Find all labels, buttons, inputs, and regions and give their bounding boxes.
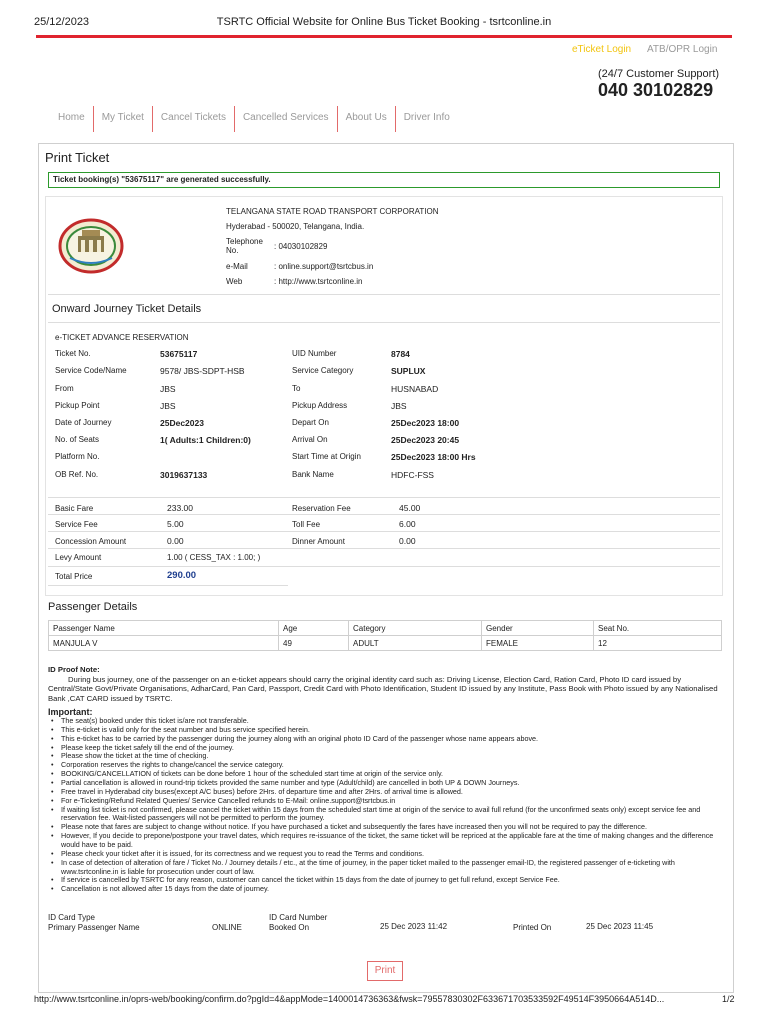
org-telephone: : 04030102829 xyxy=(274,242,328,251)
pickup-address-label: Pickup Address xyxy=(292,401,348,410)
list-item: • If waiting list ticket is not confirmed, please cancel the ticket within 15 days from the scheduled start time at origin of the service to avail full refund (for the unconfirmed seats only) except service fee and reservation fee. Wait-listed passengers will not be permitted to perform the journey. xyxy=(50,806,726,824)
depart-on-value: 25Dec2023 18:00 xyxy=(391,418,460,428)
nav-about-us[interactable]: About Us xyxy=(338,106,396,132)
toll-fee-label: Toll Fee xyxy=(292,520,321,529)
list-item: • Please note that fares are subject to change without notice. If you have purchased a ticket and subsequently the fares have increased then you will not be required to pay the difference. xyxy=(50,823,726,832)
pickup-point-label: Pickup Point xyxy=(55,401,100,410)
pickup-address-value: JBS xyxy=(391,401,407,411)
support-label: (24/7 Customer Support) xyxy=(598,68,720,80)
pickup-point-value: JBS xyxy=(160,401,176,411)
header-divider xyxy=(36,35,732,38)
platform-no-label: Platform No. xyxy=(55,452,100,461)
list-item: • This e-ticket has to be carried by the passenger during the journey along with an original photo ID Card of the passenger whose name appears above. xyxy=(50,735,726,744)
id-proof-note xyxy=(48,665,724,704)
id-card-number-label: ID Card Number xyxy=(269,913,328,922)
start-time-value: 25Dec2023 18:00 Hrs xyxy=(391,452,476,462)
primary-passenger-value: ONLINE xyxy=(212,923,242,932)
service-fee-label: Service Fee xyxy=(55,520,98,529)
nav-cancel-tickets[interactable]: Cancel Tickets xyxy=(153,106,235,132)
col-header-category: Category xyxy=(349,621,482,636)
passenger-section-title: Passenger Details xyxy=(48,601,138,613)
col-header-age: Age xyxy=(279,621,349,636)
basic-fare-label: Basic Fare xyxy=(55,504,94,513)
list-item: • This e-ticket is valid only for the seat number and bus service specified herein. xyxy=(50,726,726,735)
printed-on-value: 25 Dec 2023 11:45 xyxy=(586,922,654,931)
total-price-value: 290.00 xyxy=(167,570,197,581)
id-card-type-label: ID Card Type xyxy=(48,913,95,922)
divider xyxy=(48,497,720,498)
list-item: • If service is cancelled by TSRTC for any reason, customer can cancel the ticket within 15 days from the date of journey to get full refund, except Service Fee. xyxy=(50,876,726,885)
nav-cancelled-services[interactable]: Cancelled Services xyxy=(235,106,338,132)
service-category-value: SUPLUX xyxy=(391,366,426,376)
journey-section-title: Onward Journey Ticket Details xyxy=(52,303,202,315)
important-list xyxy=(50,717,726,894)
col-header-gender: Gender xyxy=(482,621,594,636)
depart-on-label: Depart On xyxy=(292,418,329,427)
org-web: : http://www.tsrtconline.in xyxy=(274,277,363,286)
basic-fare-value: 233.00 xyxy=(167,503,193,513)
table-header-row xyxy=(49,621,722,636)
passenger-gender-cell: FEMALE xyxy=(482,636,594,651)
printed-on-label: Printed On xyxy=(513,923,552,932)
important-title: Important: xyxy=(48,707,93,717)
concession-value: 0.00 xyxy=(167,536,184,546)
ticket-no-label: Ticket No. xyxy=(55,349,91,358)
levy-amount-value: 1.00 ( CESS_TAX : 1.00; ) xyxy=(167,553,261,562)
list-item: • Partial cancellation is allowed in round-trip tickets provided the same number and type (Adult/child) are cancelled in both UP & DOWN Journeys. xyxy=(50,779,726,788)
reservation-fee-value: 45.00 xyxy=(399,503,421,513)
divider xyxy=(48,566,720,567)
divider xyxy=(48,531,720,532)
ticket-card xyxy=(45,196,723,596)
dinner-value: 0.00 xyxy=(399,536,416,546)
print-date: 25/12/2023 xyxy=(34,16,90,28)
org-telephone-label: Telephone No. xyxy=(226,237,263,255)
passenger-name-cell: MANJULA V xyxy=(49,636,279,651)
divider xyxy=(48,548,720,549)
uid-value: 8784 xyxy=(391,349,410,359)
divider xyxy=(48,514,720,515)
passenger-table xyxy=(48,620,722,651)
from-value: JBS xyxy=(160,384,176,394)
bank-name-value: HDFC-FSS xyxy=(391,470,434,480)
booked-on-value: 25 Dec 2023 11:42 xyxy=(380,922,448,931)
divider xyxy=(48,585,288,586)
list-item: • The seat(s) booked under this ticket is/are not transferable. xyxy=(50,717,726,726)
no-of-seats-label: No. of Seats xyxy=(55,435,100,444)
primary-passenger-label: Primary Passenger Name xyxy=(48,923,140,932)
uid-label: UID Number xyxy=(292,349,337,358)
concession-label: Concession Amount xyxy=(55,537,127,546)
list-item: • Cancellation is not allowed after 15 days from the date of journey. xyxy=(50,885,726,894)
print-page-title: TSRTC Official Website for Online Bus Ticket Booking - tsrtconline.in xyxy=(216,16,552,28)
service-category-label: Service Category xyxy=(292,366,354,375)
bank-name-label: Bank Name xyxy=(292,470,334,479)
page-number: 1/2 xyxy=(722,994,735,1004)
reservation-fee-label: Reservation Fee xyxy=(292,504,351,513)
list-item: • In case of detection of alteration of fare / Ticket No. / Journey details / etc., at the time of journey, in the paper ticket mailed to the passenger email-ID, the registered passenger of e-ticketing with www.tsrtconline.in is liable for prosecution under court of law. xyxy=(50,859,726,877)
eticket-login-link[interactable]: eTicket Login xyxy=(572,44,632,55)
total-price-label: Total Price xyxy=(55,572,93,581)
list-item: • However, If you decide to prepone/postpone your travel dates, which requires re-issuance of the ticket, the same ticket will be repriced at the applicable fare at the time of making changes and the difference would have to be paid. xyxy=(50,832,726,850)
passenger-seat-cell: 12 xyxy=(594,636,722,651)
reservation-type: e-TICKET ADVANCE RESERVATION xyxy=(55,333,189,342)
list-item: • Corporation reserves the rights to change/cancel the service category. xyxy=(50,761,726,770)
from-label: From xyxy=(55,384,74,393)
divider xyxy=(48,322,720,323)
list-item: • Please keep the ticket safely till the end of the journey. xyxy=(50,744,726,753)
tsrtc-logo xyxy=(58,218,124,274)
service-fee-value: 5.00 xyxy=(167,519,184,529)
id-proof-title: ID Proof Note: xyxy=(48,665,100,674)
date-of-journey-label: Date of Journey xyxy=(55,418,112,427)
support-phone: 040 30102829 xyxy=(598,80,714,100)
org-address: Hyderabad - 500020, Telangana, India. xyxy=(226,222,365,231)
list-item: • BOOKING/CANCELLATION of tickets can be done before 1 hour of the scheduled start time at origin of the service only. xyxy=(50,770,726,779)
nav-my-ticket[interactable]: My Ticket xyxy=(94,106,153,132)
list-item: • Please show the ticket at the time of checking. xyxy=(50,752,726,761)
ticket-no-value: 53675117 xyxy=(160,349,198,359)
nav-driver-info[interactable]: Driver Info xyxy=(403,112,450,123)
to-value: HUSNABAD xyxy=(391,384,439,394)
org-web-label: Web xyxy=(226,277,243,286)
print-button[interactable]: Print xyxy=(367,961,403,981)
to-label: To xyxy=(292,384,301,393)
divider xyxy=(48,294,720,295)
start-time-label: Start Time at Origin xyxy=(292,452,361,461)
toll-fee-value: 6.00 xyxy=(399,519,416,529)
dinner-label: Dinner Amount xyxy=(292,537,345,546)
list-item: • For e-Ticketing/Refund Related Queries/ Service Cancelled refunds to E-Mail: online.support@tsrtcbus.in xyxy=(50,797,726,806)
service-code-value: 9578/ JBS-SDPT-HSB xyxy=(160,366,245,376)
passenger-age-cell: 49 xyxy=(279,636,349,651)
list-item: • Free travel in Hyderabad city buses(except A/C buses) before 2Hrs. of departure time and after 2Hrs. of arrival time is allowed. xyxy=(50,788,726,797)
list-item: • Please check your ticket after it is issued, for its correctness and we request you to read the Terms and conditions. xyxy=(50,850,726,859)
arrival-on-value: 25Dec2023 20:45 xyxy=(391,435,460,445)
page-title: Print Ticket xyxy=(45,150,110,165)
atb-opr-login-link[interactable]: ATB/OPR Login xyxy=(647,44,718,55)
date-of-journey-value: 25Dec2023 xyxy=(160,418,204,428)
table-row xyxy=(49,636,722,651)
ob-ref-label: OB Ref. No. xyxy=(55,470,99,479)
passenger-category-cell: ADULT xyxy=(349,636,482,651)
ob-ref-value: 3019637133 xyxy=(160,470,208,480)
org-email: : online.support@tsrtcbus.in xyxy=(274,262,374,271)
org-email-label: e-Mail xyxy=(226,262,248,271)
booked-on-label: Booked On xyxy=(269,923,310,932)
id-proof-text: During bus journey, one of the passenger on an e-ticket appears should carry the original identity card such as: Driving License, Election Card, Ration Card, Photo ID card issued by Central/State Govt/Private Organisations, AdharCard, Pan Card, Passport, Credit Card with Photo Identification, Student ID issued by any Institute, Pass Book with Photo issued by any Nationalised Bank ,CAT CARD issued by TSRTC. xyxy=(48,674,718,703)
org-name: TELANGANA STATE ROAD TRANSPORT CORPORATION xyxy=(226,207,439,216)
levy-amount-label: Levy Amount xyxy=(55,553,102,562)
service-code-label: Service Code/Name xyxy=(55,366,127,375)
col-header-seat: Seat No. xyxy=(594,621,722,636)
main-nav xyxy=(50,106,458,132)
nav-home[interactable]: Home xyxy=(50,106,94,132)
success-message: Ticket booking(s) "53675117" are generated successfully. xyxy=(48,172,720,188)
col-header-name: Passenger Name xyxy=(49,621,279,636)
no-of-seats-value: 1( Adults:1 Children:0) xyxy=(160,435,251,445)
arrival-on-label: Arrival On xyxy=(292,435,328,444)
page-url: http://www.tsrtconline.in/oprs-web/booking/confirm.do?pgId=4&appMode=1400014736363&fwsk=79557830302F633671703533592F49514F3950664A514D... xyxy=(34,994,665,1004)
